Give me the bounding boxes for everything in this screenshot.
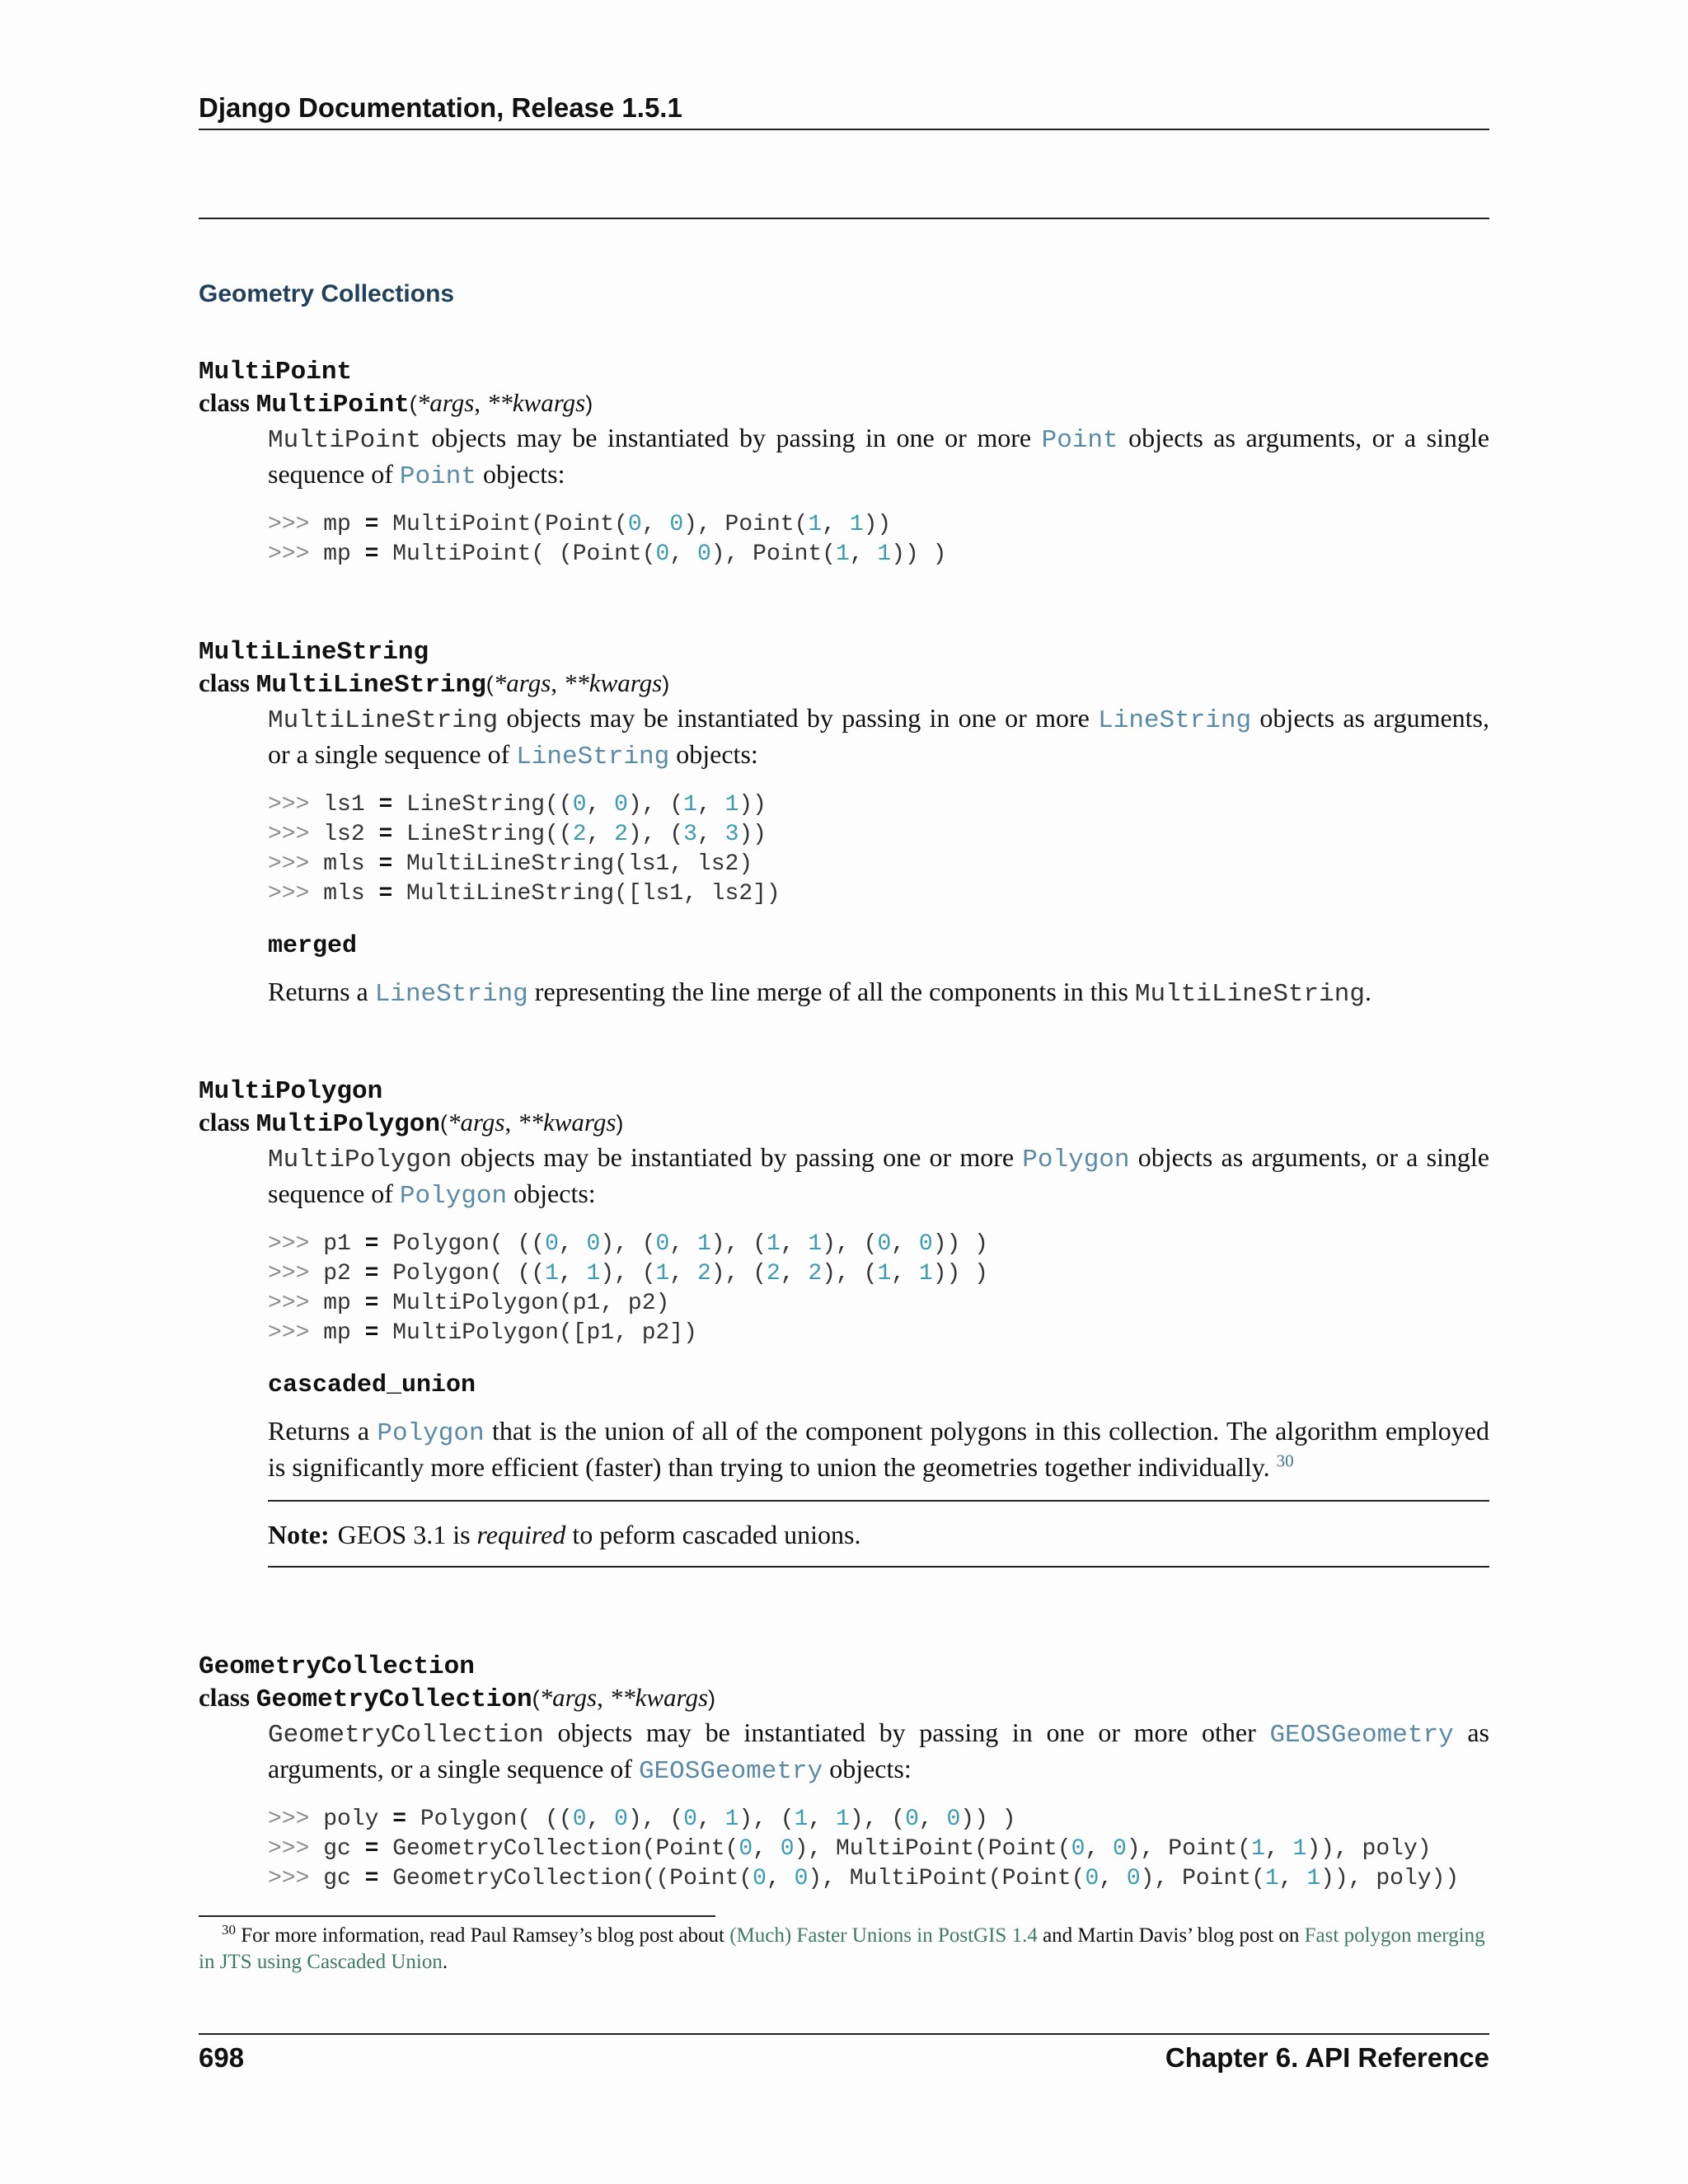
args-param: *args xyxy=(416,388,475,417)
geometrycollection-description: GeometryCollection objects may be instantiated by passing in one or more other GEOSGeometry as arguments, or a single sequence of GEOSGeometry objects: xyxy=(268,1718,1489,1786)
chapter-title: Chapter 6. API Reference xyxy=(1165,2042,1489,2073)
multipolygon-entry xyxy=(199,1077,1489,1568)
class-keyword: class xyxy=(199,388,250,417)
class-keyword: class xyxy=(199,1108,250,1137)
footer-rule xyxy=(199,2033,1489,2035)
geometrycollection-anchor: GeometryCollection xyxy=(199,1652,475,1681)
polygon-link[interactable]: Polygon xyxy=(377,1419,485,1448)
multipoint-description: MultiPoint objects may be instantiated by passing in one or more Point objects as arguments, or a single sequence of Point objects: xyxy=(268,423,1490,491)
running-header: Django Documentation, Release 1.5.1 xyxy=(199,92,1489,130)
class-keyword: class xyxy=(199,668,250,697)
cascaded-union-attribute: cascaded_union xyxy=(268,1371,476,1399)
linestring-link[interactable]: LineString xyxy=(516,743,670,771)
polygon-link[interactable]: Polygon xyxy=(399,1182,508,1211)
multipolygon-description: MultiPolygon objects may be instantiated by passing one or more Polygon objects as arguments, or a single sequence of Polygon objects: xyxy=(268,1142,1490,1211)
page-footer xyxy=(199,2042,1489,2074)
class-name: MultiPolygon xyxy=(256,1110,440,1139)
args-param: *args xyxy=(539,1683,598,1712)
multipolygon-signature: class MultiPolygon(*args, **kwargs) xyxy=(199,1108,624,1139)
footnote-rule xyxy=(199,1915,715,1917)
args-param: *args xyxy=(448,1108,505,1137)
multipolygon-anchor: MultiPolygon xyxy=(199,1077,383,1106)
code-block: >>> poly = Polygon( ((0, 0), (0, 1), (1, 1), (0, 0)) ) >>> gc = GeometryCollection(Point(0, 0), MultiPoint(Point(0, 0), Point(1, 1)), poly) >>> gc = GeometryCollection((Point(0, 0), MultiPoint(Point(0, 0), Point(1, 1)), poly)) xyxy=(268,1807,1460,1891)
polygon-link[interactable]: Polygon xyxy=(1022,1146,1130,1174)
note-box: Note: GEOS 3.1 is required to peform cascaded unions. xyxy=(268,1500,1489,1568)
kwargs-param: **kwargs xyxy=(486,388,586,417)
geometrycollection-signature: class GeometryCollection(*args, **kwargs) xyxy=(199,1683,716,1714)
footnote: $^{30}$ For more information, read Paul Ramsey’s blog post about (Much) Faster Unions in PostGIS 1.4 and Martin Davis’ blog post on Fast polygon merging in JTS using Cascaded Union. xyxy=(199,1921,1485,1973)
args-param: *args xyxy=(493,668,551,697)
class-name: MultiLineString xyxy=(256,671,486,700)
class-name: GeometryCollection xyxy=(256,1685,532,1714)
point-link[interactable]: Point xyxy=(1041,426,1118,455)
note-label: Note: xyxy=(268,1520,330,1549)
document-page xyxy=(199,0,1489,2184)
merged-attribute: merged xyxy=(268,932,358,960)
linestring-link[interactable]: LineString xyxy=(1098,706,1252,735)
fast-polygon-merging-link[interactable]: Fast polygon merging in JTS using Cascaded Union xyxy=(199,1924,1485,1973)
cascaded-union-description: Returns a Polygon that is the union of all of the component polygons in this collection. The algorithm employed is significantly more efficient (faster) than trying to union the geometries together individually. $^{30}$ xyxy=(268,1416,1490,1482)
multilinestring-description: MultiLineString objects may be instantiated by passing in one or more LineString objects as arguments, or a single sequence of LineString objects: xyxy=(268,703,1490,771)
multipoint-signature: class MultiPoint(*args, **kwargs) xyxy=(199,388,593,419)
code-block: >>> ls1 = LineString((0, 0), (1, 1)) >>> ls2 = LineString((2, 2), (3, 3)) >>> mls = MultiLineString(ls1, ls2) >>> mls = MultiLineString([ls1, ls2]) xyxy=(268,792,781,907)
kwargs-param: **kwargs xyxy=(609,1683,709,1712)
merged-description: Returns a LineString representing the line merge of all the components in this MultiLineString. xyxy=(268,977,1372,1009)
multipoint-entry xyxy=(199,358,1489,569)
top-rule xyxy=(199,218,1489,219)
geometrycollection-entry xyxy=(199,1652,1489,1894)
geosgeometry-link[interactable]: GEOSGeometry xyxy=(1269,1721,1454,1750)
faster-unions-link[interactable]: (Much) Faster Unions in PostGIS 1.4 xyxy=(729,1924,1038,1947)
multilinestring-signature: class MultiLineString(*args, **kwargs) xyxy=(199,668,670,700)
footnote-number: 30 xyxy=(222,1921,236,1938)
point-link[interactable]: Point xyxy=(399,462,476,491)
multipoint-anchor: MultiPoint xyxy=(199,358,353,387)
multilinestring-entry xyxy=(199,638,1489,1011)
kwargs-param: **kwargs xyxy=(517,1108,617,1137)
linestring-link[interactable]: LineString xyxy=(374,980,528,1009)
multilinestring-anchor: MultiLineString xyxy=(199,638,429,667)
page-number: 698 xyxy=(199,2042,245,2073)
class-name: MultiPoint xyxy=(256,391,410,419)
footnote-reference[interactable]: 30 xyxy=(1276,1451,1294,1471)
code-block: >>> mp = MultiPoint(Point(0, 0), Point(1, 1)) >>> mp = MultiPoint( (Point(0, 0), Point(1, 1)) ) xyxy=(268,512,947,567)
kwargs-param: **kwargs xyxy=(563,668,663,697)
code-block: >>> p1 = Polygon( ((0, 0), (0, 1), (1, 1), (0, 0)) ) >>> p2 = Polygon( ((1, 1), (1, 2), (2, 2), (1, 1)) ) >>> mp = MultiPolygon(p1, p2) >>> mp = MultiPolygon([p1, p2]) xyxy=(268,1231,988,1346)
geosgeometry-link[interactable]: GEOSGeometry xyxy=(638,1757,823,1786)
section-title: Geometry Collections xyxy=(199,280,455,307)
class-keyword: class xyxy=(199,1683,250,1712)
